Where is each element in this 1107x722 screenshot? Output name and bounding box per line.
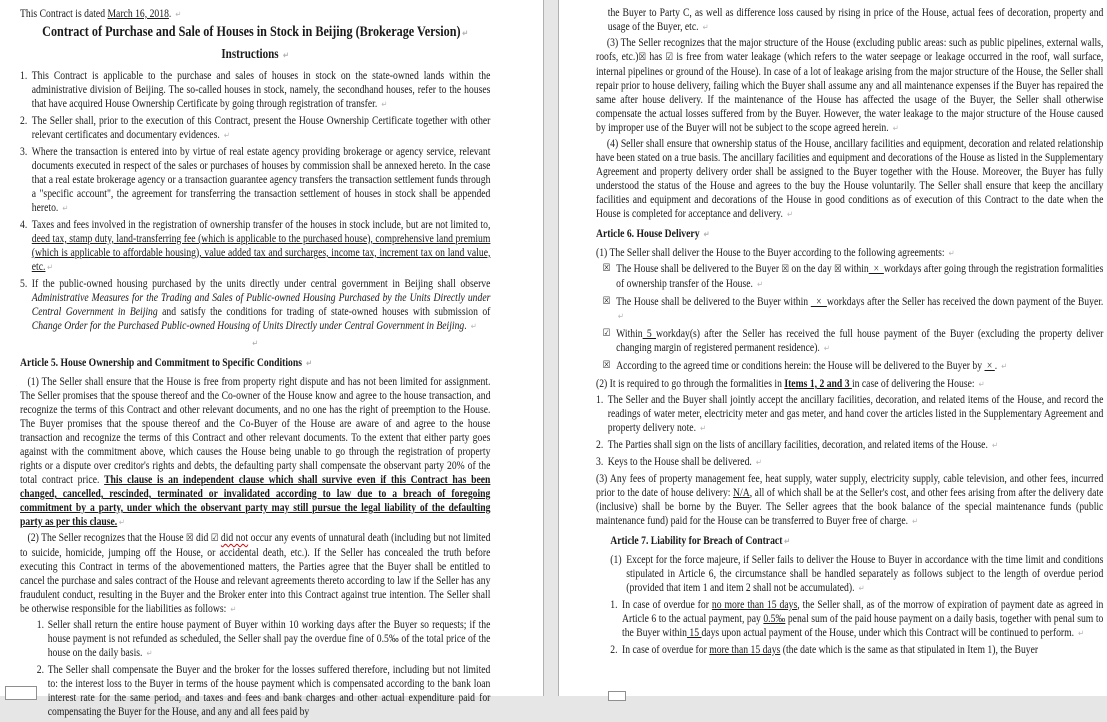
text-run: (1) The Seller shall deliver the House to the Buyer according to the following agreements: bbox=[596, 247, 947, 259]
text-run: and satisfy the conditions for trading of state-owned houses with submission of bbox=[157, 306, 491, 318]
article-5-clause-4 bbox=[596, 137, 1103, 221]
instructions-heading bbox=[20, 47, 490, 62]
instruction-item bbox=[20, 277, 490, 333]
checkbox-x-icon: ☒ bbox=[638, 52, 647, 63]
text-run: (3) The Seller recognizes that the major structure of the House (excluding public areas: such as public pipelines, external walls, roofs, etc.) bbox=[596, 37, 1104, 63]
instruction-item bbox=[20, 69, 490, 111]
article-5-clause-2 bbox=[20, 531, 490, 616]
checkbox-x-icon: ☒ bbox=[185, 533, 194, 544]
text-run: 0.5‰ bbox=[763, 613, 786, 625]
article-6-clause-3 bbox=[596, 472, 1103, 528]
text-run: Keys to the House shall be delivered. bbox=[607, 456, 755, 468]
text-run: has bbox=[646, 51, 666, 63]
paragraph-mark bbox=[20, 336, 490, 350]
text-run: Instructions bbox=[221, 46, 282, 61]
text-run: Administrative Measures for the Trading and Sales of Public-owned Housing Purchased by the Units Directly under Central Government in Beijing bbox=[31, 292, 491, 318]
text-run: × bbox=[868, 263, 884, 275]
text-run: workday(s) after the Seller has received the full house payment of the Buyer (excluding the property deliver changing margin of registered permanent residence). bbox=[616, 328, 1104, 354]
page-footer-box bbox=[608, 691, 626, 701]
delivery-option-selected bbox=[603, 327, 1104, 355]
article-5-clause-3 bbox=[596, 36, 1103, 135]
list-marker: 2. bbox=[36, 664, 45, 676]
article-5-heading bbox=[20, 356, 490, 370]
delivery-option bbox=[603, 262, 1104, 291]
liability-item-continuation bbox=[596, 6, 1103, 34]
text-run: Seller shall return the entire house payment of Buyer within 10 working days after the Buyer so requests; if the house payment is not refunded as scheduled, the Seller shall pay the overdue fine of 0.5‰ of the total price of the house on the daily basis. bbox=[47, 619, 491, 659]
list-marker: 1. bbox=[36, 619, 45, 631]
text-run: The Seller shall compensate the Buyer and the broker for the losses suffered therefore, including but not limited to: the interest loss to the Buyer in terms of the house payment which is compensated according to the bank loan interest rate for the same period, and taxes and fees and bank charges and other actual expenditure paid for compensating the Buyer for the House, and any and all fees paid by bbox=[47, 664, 491, 718]
checkbox-checked-icon: ☑ bbox=[665, 52, 674, 63]
article-6-clause-2 bbox=[596, 377, 1103, 391]
instruction-item bbox=[20, 218, 490, 274]
text-run: . bbox=[464, 320, 470, 332]
checkbox-checked-icon: ☑ bbox=[210, 533, 219, 544]
liability-item bbox=[37, 618, 491, 660]
text-run: 15 bbox=[686, 627, 702, 639]
article-7-clause-1 bbox=[610, 553, 1103, 595]
text-run: The Seller shall, prior to the execution of this Contract, present the House Ownership Certificate together with other relevant certificates and documentary evidences. bbox=[31, 115, 491, 141]
text-run: March 16, 2018 bbox=[107, 8, 169, 20]
dated-line bbox=[20, 7, 490, 21]
delivery-option bbox=[603, 295, 1104, 323]
list-marker: 5. bbox=[20, 278, 28, 290]
text-run: This Contract is dated bbox=[20, 8, 108, 20]
text-run: Article 6. House Delivery bbox=[596, 228, 702, 240]
list-marker: 1. bbox=[20, 70, 28, 82]
text-run: . bbox=[994, 360, 1000, 372]
text-run: × bbox=[810, 296, 827, 308]
text-run: workdays after going through the registration formalities of ownership transfer of the House. bbox=[616, 263, 1104, 290]
text-run: (3) Any fees of property management fee, heat supply, water supply, electricity supply, cable television, and other fees, incurred prior to the date of house delivery: bbox=[596, 473, 1104, 499]
text-run: Where the transaction is entered into by virtue of real estate agency providing brokerage or agency service, relevant documents executed in respect of the sales or purchases of houses by commission shall be annexed hereto. In the case that a real estate brokerage agency or a transaction guarantee agency transfers the transaction settlement funds through a "specific account", the agreement for transferring the transaction settlement of houses in stock shall be appended hereto. bbox=[31, 146, 491, 214]
checkbox-x-icon: ☒ bbox=[781, 264, 789, 275]
text-run: Article 7. Liability for Breach of Contract bbox=[610, 535, 783, 547]
article-5-clause-1 bbox=[20, 375, 490, 529]
text-run: penal sum of the paid house payment on a daily basis, together with penal sum to the Buyer within bbox=[622, 613, 1104, 639]
checkbox-x-icon: ☒ bbox=[602, 263, 611, 274]
text-run: The House shall be delivered to the Buyer bbox=[616, 263, 782, 275]
text-run: occur any events of unnatural death (including but not limited to suicide, homicide, jumping off the House, or accidental death, etc.). If the Seller has concealed the truth before executing this Contract in terms of the abovementioned matters, the Parties agree that the Buyer shall be entitled to cancel the purchase and sales contract of the House and relevant agreements thereto according to law if the Seller has any fraudulent conduct, resulting in the Buyer and the Broker enter into this Contract against true intention. The Seller shall be otherwise responsible for the liabilities as follows: bbox=[20, 532, 491, 615]
contract-title bbox=[20, 25, 490, 40]
text-run: on the day bbox=[788, 263, 835, 275]
list-marker: 3. bbox=[596, 456, 604, 468]
list-marker: (1) bbox=[610, 554, 622, 566]
text-run: This clause is an independent clause which shall survive even if this Contract has been changed, cancelled, rescinded, terminated or invalidated according to law due to a breach of foregoing commitment by a party, under which the observant party may still pursue the legal liability of the defaulting party as per this clause. bbox=[20, 474, 491, 528]
text-run: in case of delivering the House: bbox=[851, 378, 977, 390]
text-run: within bbox=[841, 263, 869, 275]
text-run: If the public-owned housing purchased by the units directly under central government in Beijing shall observe bbox=[31, 278, 491, 290]
text-run: The Seller and the Buyer shall jointly accept the ancillary facilities, decoration, and related items of the House, and record the readings of water meter, electricity meter and gas meter, and hand cover the articles listed in the Supplementary Agreement and property delivery note. bbox=[607, 394, 1104, 434]
article-6-clause-1 bbox=[596, 246, 1103, 260]
formality-item bbox=[596, 393, 1103, 435]
text-run: The Parties shall sign on the lists of ancillary facilities, decoration, and related items of the House. bbox=[607, 439, 991, 451]
text-run: is free from water leakage (which refers to the water seepage or leakage occurred in the roof, wall surface, internal pipelines or ground of the House). In case of a lot of leakage arising from the major structure of the House, the Seller shall repair prior to house delivery, failing which the Buyer shall assume any and all maintenance expenses if the Buyer has repaired the same after house delivery. If the maintenance of the House has affected the usage of the Buyer, the Seller shall otherwise compensate the actual losses suffered from by the Buyer. However, the water leakage to the major structure of the House caused by improper use of the Buyer will not be subject to the scope agreed herein. bbox=[596, 51, 1104, 134]
formality-item bbox=[596, 455, 1103, 469]
text-run: (2) The Seller recognizes that the House bbox=[27, 532, 186, 544]
text-run: deed tax, stamp duty, land-transferring fee (which is applicable to the purchased house), comprehensive land premium (which is applicable to affordable housing), value added tax and surcharges, income tax, increment tax on land value, etc. bbox=[31, 233, 491, 273]
formality-item bbox=[596, 438, 1103, 452]
text-run: Items 1, 2 and 3 bbox=[784, 378, 852, 390]
page-left-content[interactable] bbox=[20, 7, 490, 722]
list-marker: 2. bbox=[610, 644, 618, 656]
text-run: Contract of Purchase and Sale of Houses in Stock in Beijing (Brokerage Version) bbox=[42, 24, 461, 40]
delivery-option bbox=[603, 359, 1104, 373]
text-run: 5 bbox=[642, 328, 657, 340]
text-run: . bbox=[168, 8, 174, 20]
text-run: Change Order for the Purchased Public-owned Housing of Units Directly under Central Government in Beijing bbox=[31, 320, 465, 332]
text-run: no more than 15 days bbox=[711, 599, 798, 611]
article-7-heading bbox=[610, 534, 1103, 548]
text-run: workdays after the Seller has received the down payment of the Buyer. bbox=[826, 296, 1104, 308]
text-run: did bbox=[193, 532, 211, 544]
text-run: × bbox=[984, 360, 995, 372]
checkbox-x-icon: ☒ bbox=[602, 360, 611, 371]
checkbox-x-icon: ☒ bbox=[834, 264, 842, 275]
text-run: days upon actual payment of the House, under which this Contract will be continued to perform. bbox=[701, 627, 1077, 639]
text-run: In case of overdue for bbox=[622, 599, 712, 611]
text-run: This Contract is applicable to the purchase and sales of houses in stock on the state-owned lands within the administrative division of Beijing. The so-called houses in stock, namely, the secondhand houses, refer to the houses that have acquired House Ownership Certificate by going through registration of transfer. bbox=[31, 70, 491, 110]
text-run: According to the agreed time or conditions herein: the House will be delivered to the Buyer by bbox=[616, 360, 985, 372]
text-run: In case of overdue for bbox=[622, 644, 710, 656]
text-run: (the date which is the same as that stipulated in Item 1), the Buyer bbox=[780, 644, 1039, 656]
text-run: (4) Seller shall ensure that ownership status of the House, ancillary facilities and equipment, decoration and related relationship have been stated on a true basis. The ancillary facilities and equipment and decorations of the House as listed in the Supplementary Agreement and property delivery order shall be assigned to the Buyer together with the House. Moreover, the Buyer has fully understood the status of the House and agrees to the buy the House voluntarily. The Seller shall ensure that keep the ancillary facilities and equipment and decorations of the House in good conditions as of execution of this Contract to the date when the House is completed for acceptance and delivery. bbox=[596, 138, 1104, 220]
text-run: the Buyer to Party C, as well as difference loss caused by rising in price of the House, actual fees of decoration, property and usage of the Buyer, etc. bbox=[607, 7, 1104, 33]
text-run: Except for the force majeure, if Seller fails to deliver the House to Buyer in accordance with the time limit and conditions stipulated in Article 6, the circumstance shall be handled separately as follows subject to the length of overdue period (provided that item 1 and item 2 shall not be accumulated). bbox=[626, 554, 1104, 594]
overdue-item bbox=[610, 643, 1103, 657]
list-marker: 2. bbox=[596, 439, 604, 451]
instruction-item bbox=[20, 114, 490, 142]
text-run: more than 15 days bbox=[709, 644, 781, 656]
instruction-item bbox=[20, 145, 490, 215]
text-run: N/A bbox=[733, 487, 750, 499]
article-6-heading bbox=[596, 227, 1103, 241]
list-marker: 2. bbox=[20, 115, 28, 127]
list-marker: 4. bbox=[20, 219, 28, 231]
liability-item bbox=[37, 663, 491, 719]
text-run: Within bbox=[616, 328, 643, 340]
list-marker: 3. bbox=[20, 146, 28, 158]
checkbox-x-icon: ☒ bbox=[602, 296, 611, 307]
text-run: , the Seller shall, as of the morrow of expiration of payment date as agreed in Article 6 to the actual payment, pay bbox=[622, 599, 1104, 625]
list-marker: 1. bbox=[596, 394, 604, 406]
checkbox-checked-icon: ☑ bbox=[602, 328, 611, 339]
page-right-content[interactable] bbox=[596, 6, 1103, 660]
list-marker: 1. bbox=[610, 599, 618, 611]
text-run: , all of which shall be at the Seller's cost, and other fees arising from after the delivery date (inclusive) shall be borne by the Buyer. The Seller agrees that the book balance of the special maintenance funds (public maintenance fund) paid for the House can be transferred to Buyer free of charge. bbox=[596, 487, 1104, 527]
text-run: (2) It is required to go through the formalities in bbox=[596, 378, 785, 390]
text-run: Taxes and fees involved in the registration of ownership transfer of the houses in stock include, but are not limited to, bbox=[31, 219, 491, 231]
text-run: The House shall be delivered to the Buyer within bbox=[616, 296, 811, 308]
overdue-item bbox=[610, 598, 1103, 640]
text-run: Article 5. House Ownership and Commitment to Specific Conditions bbox=[20, 357, 305, 369]
text-run: did not bbox=[220, 532, 249, 544]
text-run: (1) The Seller shall ensure that the House is free from property right dispute and has not been limited for assignment. The Seller promises that the spouse thereof and the Co-owner of the House know and agree to the house transaction, and recognize the terms of this Contract and other relevant documents, and no one has the right of preemption to the House. The Buyer promises that the spouse thereof and the Co-Buyer of the House are aware of and agree to the house transaction and recognize the terms of this Contract and other relevant documents. To the extent that either party goes against with the commitment above, which causes the House being unable to go through the registration of property rights or a dispute over creditor's rights and debts, the defaulting party shall compensate the observant party 20% of the total contract price. bbox=[20, 376, 491, 486]
